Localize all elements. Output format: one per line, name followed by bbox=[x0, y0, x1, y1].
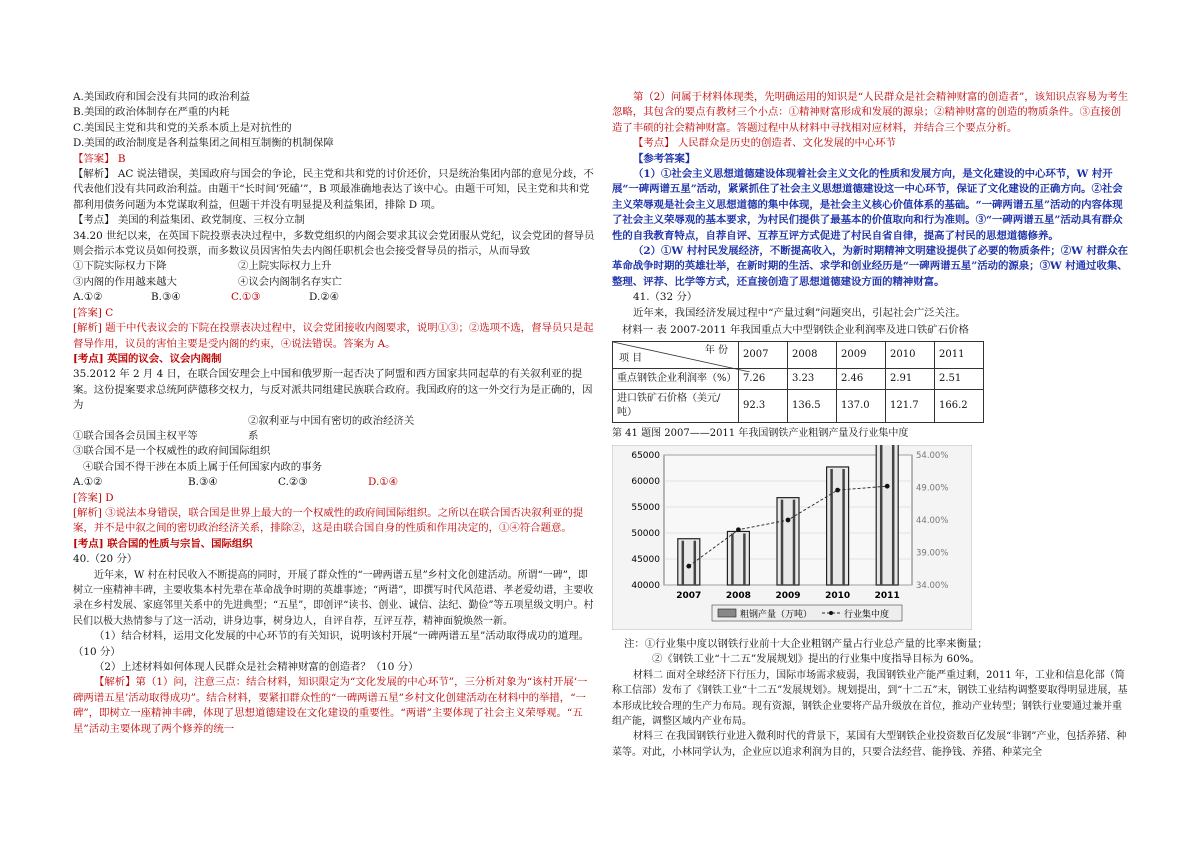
q33-option-c: C.美国民主党和共和党的关系本质上是对抗性的 bbox=[73, 121, 292, 134]
q34-choice-b: B.③④ bbox=[151, 291, 181, 304]
y-left-tick-label: 50000 bbox=[631, 528, 660, 539]
q35-choices bbox=[73, 475, 595, 490]
q34-choice-d: D.②④ bbox=[309, 291, 339, 304]
table-row bbox=[613, 389, 984, 422]
table-corner-cell bbox=[613, 341, 739, 368]
y-right-tick-label: 54.00% bbox=[916, 450, 949, 461]
q34-choice-c: C.①③ bbox=[231, 291, 261, 304]
q33-analysis: 【解析】 AC 说法错误，美国政府与国会的争论，民主党和共和党的讨价还价，只是统治集团内部的意见分歧，不代表他们没有共同政治利益。由题干“长时间‘死磕’”，B 项最准确地表达了该中心。由题干可知，民主党和共和党都利用债务问题为本党谋取利益，但题干并没有明显提及利益集团，排除 D 项。 bbox=[73, 168, 594, 211]
table-cell: 166.2 bbox=[935, 389, 984, 422]
q35-choice-d: D.①④ bbox=[368, 476, 398, 489]
q35-choice-a: A.①② bbox=[73, 476, 103, 489]
q35-opt1: ①联合国各会员国主权平等 bbox=[73, 429, 198, 442]
bar bbox=[678, 539, 700, 585]
material-3: 材料三 在我国钢铁行业进入微利时代的背景下，某国有大型钢铁企业投资数百亿发展“非钢”产业，包括养猪、种菜等。对此，小林同学认为，企业应以追求利润为目的，只要合法经营、能挣钱、养猪、种菜完全 bbox=[612, 731, 1127, 758]
q40-sub2: （2）上述材料如何体现人民群众是社会精神财富的创造者？（10 分） bbox=[94, 661, 419, 674]
q35-opt3: ③联合国不是一个权威性的政府间国际组织 bbox=[73, 445, 271, 458]
y-left-tick-label: 60000 bbox=[631, 476, 660, 487]
y-left-tick-label: 40000 bbox=[631, 580, 660, 591]
q40-analysis: 【解析】第（1）问，注意三点：结合材料，知识限定为“文化发展的中心环节”，三分析对象为“该村开展‘一碑两谱五星’活动取得成功”。结合材料，要紧扣群众性的“一碑两谱五星”乡村文化创建活动在材料中的举措，“一碑”，即树立一座精神丰碑，体现了思想道德建设在文化建设的重要性。“两谱”主要体现了社会主义荣辱观。“五星”活动主要体现了两个修养的统一 bbox=[73, 676, 588, 735]
q40-sub1: （1）结合材料，运用文化发展的中心环节的有关知识，说明该村开展“一碑两谱五星”活动取得成功的道理。（10 分） bbox=[73, 630, 590, 658]
table-year: 2007 bbox=[739, 341, 788, 368]
q40-reference-title: 【参考答案】 bbox=[633, 152, 696, 165]
legend-bar-swatch bbox=[718, 609, 736, 617]
y-left-tick-label: 65000 bbox=[631, 450, 660, 461]
concentration-point bbox=[786, 518, 791, 523]
table-cell: 136.5 bbox=[788, 389, 837, 422]
steel-chart-svg bbox=[612, 445, 972, 630]
q40-analysis-2: 第（2）问属于材料体现类，先明确运用的知识是“人民群众是社会精神财富的创造者”，该知识点容易为考生忽略，其包含的要点有教材三个小点：①精神财富形成和发展的源泉；②精神财富的创造的物质条件。③直接创造了丰硕的社会精神财富。答题过程中从材料中寻找相对应材料，并结合三个要点分析。 bbox=[612, 91, 1129, 134]
table-cell: 137.0 bbox=[837, 389, 886, 422]
x-tick-label: 2011 bbox=[874, 590, 900, 601]
q34-opt1: ①下院实际权力下降 bbox=[73, 260, 167, 273]
y-left-tick-label: 45000 bbox=[631, 554, 660, 565]
concentration-point bbox=[885, 484, 890, 489]
table-row-label: 重点钢铁企业利润率（%） bbox=[613, 368, 739, 389]
table-header-row bbox=[613, 341, 984, 368]
table-corner-item: 项 目 bbox=[619, 353, 643, 365]
q40-reference-1: （1）①社会主义思想道德建设体现着社会主义文化的性质和发展方向，是文化建设的中心环节，W 村开展“一碑两谱五星”活动，紧紧抓住了社会主义思想道德建设这一中心环节，保证了文化建设的正确方向。②社会主义荣辱观是社会主义思想道德的集中体现，是社会主义核心价值体系的基础。“一碑两谱五星”活动的内容体现了社会主义荣辱观的基本要求，为村民们提供了最基本的价值取向和行为准则。③“一碑两谱五星”活动具有群众性的自我教育特点，自荐自评、互荐互评方式促进了村民自省自律，提高了村民的思想道德修养。 bbox=[612, 168, 1123, 242]
x-tick-label: 2008 bbox=[725, 590, 751, 601]
y-right-tick-label: 44.00% bbox=[916, 515, 949, 526]
q33-option-d: D.美国的政治制度是各利益集团之间相互制衡的机制保障 bbox=[73, 137, 334, 150]
table-year: 2010 bbox=[886, 341, 935, 368]
legend-line-marker bbox=[829, 611, 833, 615]
steel-table bbox=[612, 341, 984, 423]
q35-point: [考点] 联合国的性质与宗旨、国际组织 bbox=[73, 537, 253, 550]
bar bbox=[827, 467, 849, 585]
q34-analysis: [解析] 题干中代表议会的下院在投票表决过程中，议会党团接收内阁要求，说明①③；②选项不选，督导员只是起督导作用，议员的害怕主要是受内阁的约束，④说法错误。答案为 A。 bbox=[73, 322, 594, 350]
q40-material: 近年来，W 村在村民收入不断提高的同时，开展了群众性的“一碑两谱五星”乡村文化创建活动。所谓“一碑”，即树立一座精神丰碑，主要收集本村先辈在革命战争时期的英雄事迹；“两谱”，即撰写时代风范谱、孝老爱幼谱，主要收录在乡村发展、家庭邻里关系中的先进典型；“五星”，即创评“读书、创业、诚信、法纪、勤俭”等五项星级文明户。村民们以极大热情参与了这一活动，讲身边事，树身边人，自评自荐，互评互荐，精神面貌焕然一新。 bbox=[73, 569, 594, 627]
q33-answer: 【答案】 B bbox=[73, 152, 126, 165]
x-tick-label: 2009 bbox=[775, 590, 801, 601]
legend-label: 行业集中度 bbox=[844, 609, 890, 620]
q41-title: 41.（32 分） bbox=[633, 291, 698, 304]
steel-chart bbox=[612, 445, 972, 635]
q34-stem: 34.20 世纪以来，在英国下院投票表决过程中，多数党组织的内阁会要求其议会党团服从党纪，议会党团的督导员则会指示本党议员如何投票，而多数议员因害怕失去内阁任职机会也会接受督导员的指示，从而导致 bbox=[73, 229, 595, 258]
concentration-point bbox=[736, 527, 741, 532]
table-year: 2009 bbox=[837, 341, 886, 368]
table-cell: 92.3 bbox=[739, 389, 788, 422]
concentration-point bbox=[835, 488, 840, 493]
q34-options-row2 bbox=[73, 275, 595, 290]
q34-options-row1 bbox=[73, 259, 595, 274]
table-row-label: 进口铁矿石价格（美元/吨） bbox=[613, 389, 739, 422]
table-cell: 7.26 bbox=[739, 368, 788, 389]
q35-options-row1 bbox=[73, 414, 595, 460]
table-cell: 2.51 bbox=[935, 368, 984, 389]
table-cell: 2.46 bbox=[837, 368, 886, 389]
table-corner-year: 年 份 bbox=[704, 344, 728, 356]
right-column bbox=[612, 90, 1130, 760]
q41-intro: 近年来，我国经济发展过程中“产量过剩”问题突出，引起社会广泛关注。 bbox=[633, 306, 966, 319]
q35-choice-c: C.②③ bbox=[278, 476, 308, 489]
q35-choice-b: B.③④ bbox=[188, 476, 218, 489]
q34-answer: [答案] C bbox=[73, 306, 114, 319]
q40-point: 【考点】 人民群众是历史的创造者、文化发展的中心环节 bbox=[633, 137, 897, 150]
q33-option-b: B.美国的政治体制存在严重的内耗 bbox=[73, 106, 230, 119]
q34-opt3: ③内阁的作用越来越大 bbox=[73, 275, 177, 288]
q34-choice-a: A.①② bbox=[73, 291, 103, 304]
q35-opt2: ②叙利亚与中国有密切的政治经济关系 bbox=[248, 414, 415, 442]
note-2: ②《钢铁工业“十二五”发展规划》提出的行业集中度指导目标为 60%。 bbox=[652, 653, 980, 666]
material-2: 材料二 面对全球经济下行压力，国际市场需求疲弱，我国钢铁业产能严重过剩，2011 年，工业和信息化部（简称工信部）发布了《钢铁工业“十二五”发展规划》。规划提出，到“十二五”末，钢铁工业结构调整要取得明显进展，基本形成比较合理的生产力布局。现有资源，钢铁企业要将产品升级放在首位，推动产业转型；钢铁行业要通过兼并重组产能，调整区域内产业布局。 bbox=[612, 669, 1128, 727]
note-1: 注：①行业集中度以钢铁行业前十大企业粗钢产量占行业总产量的比率来衡量； bbox=[624, 637, 988, 650]
y-left-tick-label: 55000 bbox=[631, 502, 660, 513]
chart-title: 第 41 题图 2007——2011 年我国钢铁产业粗钢产量及行业集中度 bbox=[612, 427, 909, 439]
q35-answer: [答案] D bbox=[73, 491, 114, 504]
q34-choices bbox=[73, 290, 595, 305]
table-year: 2011 bbox=[935, 341, 984, 368]
left-column bbox=[73, 90, 595, 737]
y-right-tick-label: 39.00% bbox=[916, 548, 949, 559]
y-right-tick-label: 34.00% bbox=[916, 580, 949, 591]
table-cell: 2.91 bbox=[886, 368, 935, 389]
legend-label: 粗钢产量（万吨） bbox=[740, 609, 813, 620]
table-cell: 121.7 bbox=[886, 389, 935, 422]
q33-point: 【考点】 美国的利益集团、政党制度、三权分立制 bbox=[73, 214, 305, 227]
bar bbox=[777, 498, 799, 585]
q35-stem: 35.2012 年 2 月 4 日，在联合国安理会上中国和俄罗斯一起否决了阿盟和西方国家共同起草的有关叙利亚的提案。这份提案要求总统阿萨德移交权力，与反对派共同组建民族联合政府。我国政府的这一外交行为是正确的，因为 bbox=[73, 368, 593, 412]
bar bbox=[727, 531, 749, 585]
y-right-tick-label: 49.00% bbox=[916, 483, 949, 494]
table-title: 材料一 表 2007-2011 年我国重点大中型钢铁企业利润率及进口铁矿石价格 bbox=[622, 324, 969, 337]
q34-opt4: ④议会内阁制名存实亡 bbox=[238, 275, 342, 288]
concentration-point bbox=[686, 564, 691, 569]
q34-opt2: ②上院实际权力上升 bbox=[238, 260, 332, 273]
bar bbox=[876, 445, 898, 585]
table-cell: 3.23 bbox=[788, 368, 837, 389]
q35-analysis: [解析] ③说法本身错误，联合国是世界上最大的一个权威性的政府间国际组织。之所以在联合国否决叙利亚的提案，并不是中叙之间的密切政治经济关系，排除②，这是由联合国自身的性质和作用决定的，①④符合题意。 bbox=[73, 506, 584, 535]
table-year: 2008 bbox=[788, 341, 837, 368]
x-tick-label: 2007 bbox=[676, 590, 702, 601]
q40-title: 40.（20 分） bbox=[73, 553, 138, 566]
q34-point: [考点] 英国的议会、议会内阁制 bbox=[73, 352, 222, 365]
q35-opt4: ④联合国不得干涉在本质上属于任何国家内政的事务 bbox=[83, 460, 322, 473]
q40-reference-2: （2）①W 村村民发展经济，不断提高收入，为新时期精神文明建设提供了必要的物质条件；②W 村群众在革命战争时期的英雄壮举，在新时期的生活、求学和创业经历是“一碑两谱五星”活动的源泉；③W 村通过收集、整理、评荐、比学等方式，还直接创造了思想道德建设方面的精神财富。 bbox=[612, 245, 1128, 288]
q33-option-a: A.美国政府和国会没有共同的政治利益 bbox=[73, 91, 251, 103]
x-tick-label: 2010 bbox=[825, 590, 851, 601]
